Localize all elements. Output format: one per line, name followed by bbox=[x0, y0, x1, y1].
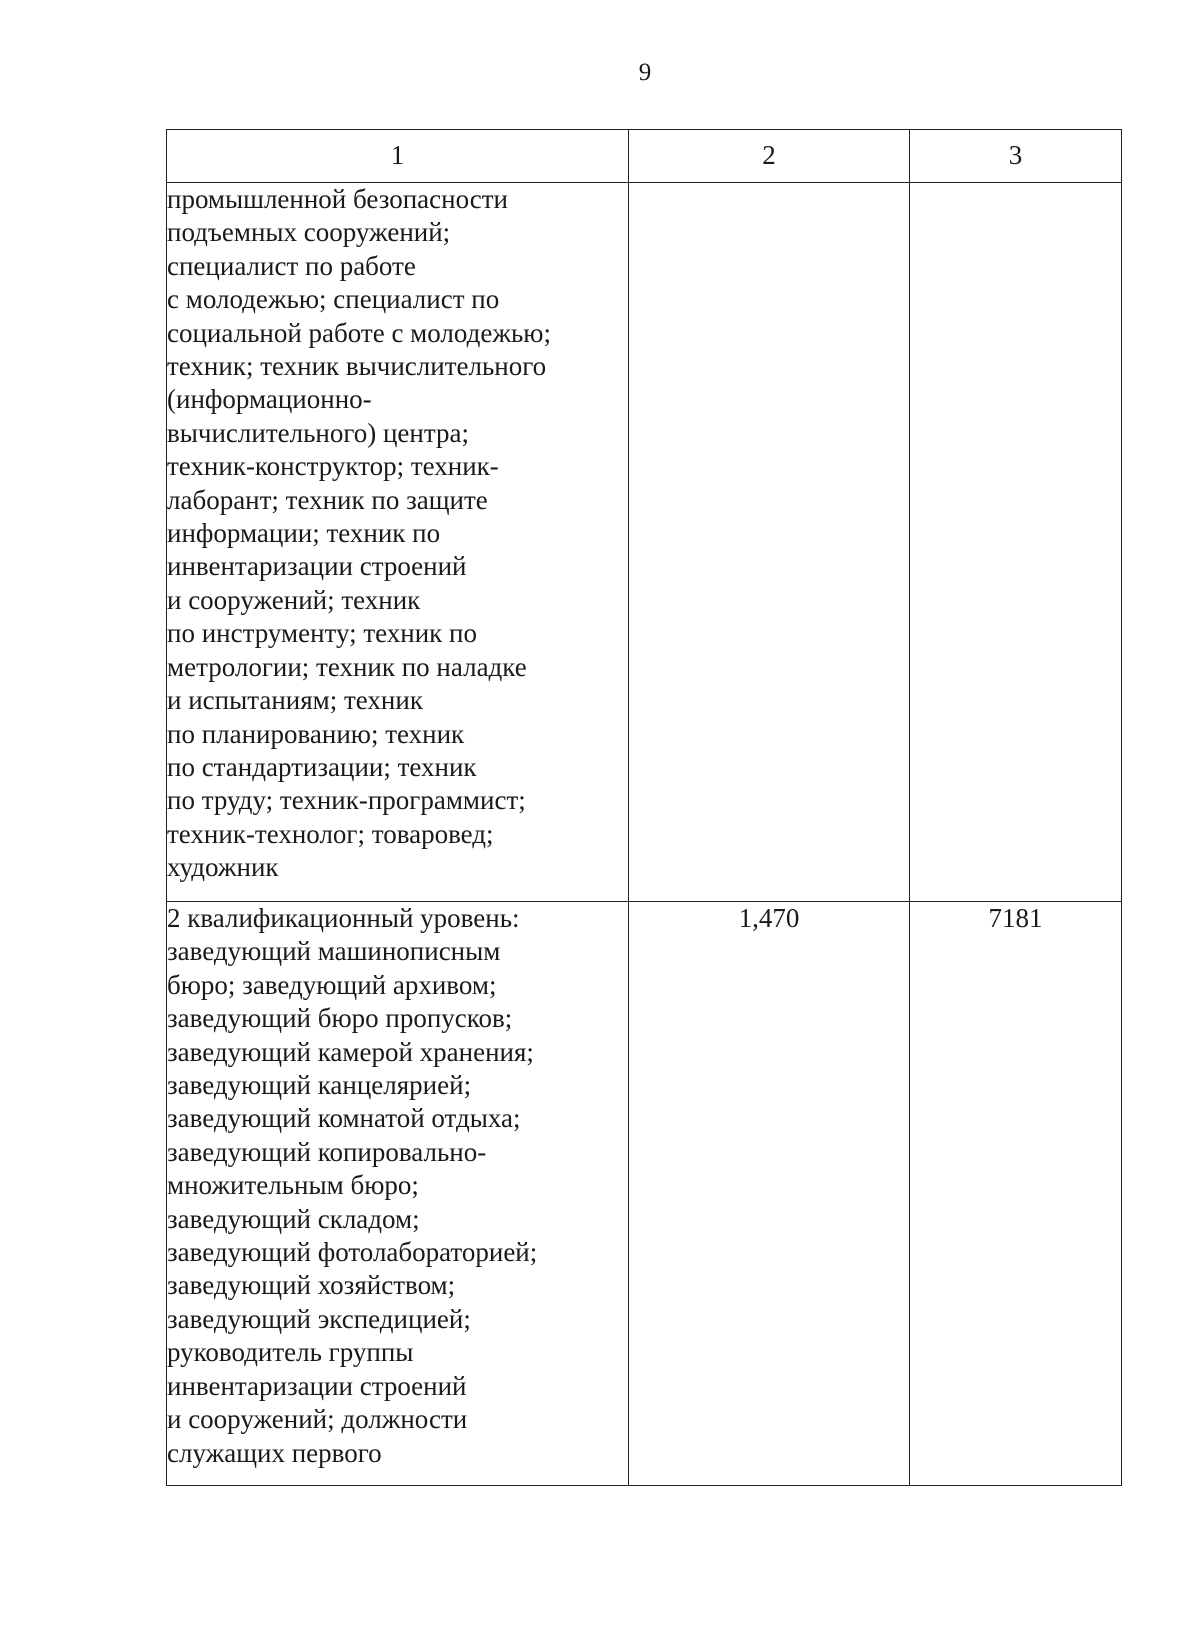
salary-cell bbox=[910, 183, 1122, 902]
table-header-row bbox=[167, 130, 1122, 183]
position-list-cell: 2 квалификационный уровень: заведующий машинописным бюро; заведующий архивом; заведующий бюро пропусков; заведующий камерой хранения; заведующий канцелярией; заведующий комнатой отдыха; заведующий копировально- множительным бюро; заведующий складом; заведующий фотолабораторией; заведующий хозяйством; заведующий экспедицией; руководитель группы инвентаризации строений и сооружений; должности служащих первого bbox=[167, 902, 629, 1486]
coefficient-cell: 1,470 bbox=[629, 902, 910, 1486]
coefficient-cell bbox=[629, 183, 910, 902]
table-row bbox=[167, 902, 1122, 1486]
table-row bbox=[167, 183, 1122, 902]
column-number-1: 1 bbox=[167, 130, 629, 183]
salary-cell: 7181 bbox=[910, 902, 1122, 1486]
column-number-2: 2 bbox=[629, 130, 910, 183]
page-number: 9 bbox=[638, 59, 652, 86]
column-number-3: 3 bbox=[910, 130, 1122, 183]
data-table bbox=[166, 129, 1122, 1486]
position-list-cell: промышленной безопасности подъемных сооружений; специалист по работе с молодежью; специалист по социальной работе с молодежью; техник; техник вычислительного (информационно- вычислительного) центра; техник-конструктор; техник- лаборант; техник по защите информации; техник по инвентаризации строений и сооружений; техник по инструменту; техник по метрологии; техник по наладке и испытаниям; техник по планированию; техник по стандартизации; техник по труду; техник-программист; техник-технолог; товаровед; художник bbox=[167, 183, 629, 902]
